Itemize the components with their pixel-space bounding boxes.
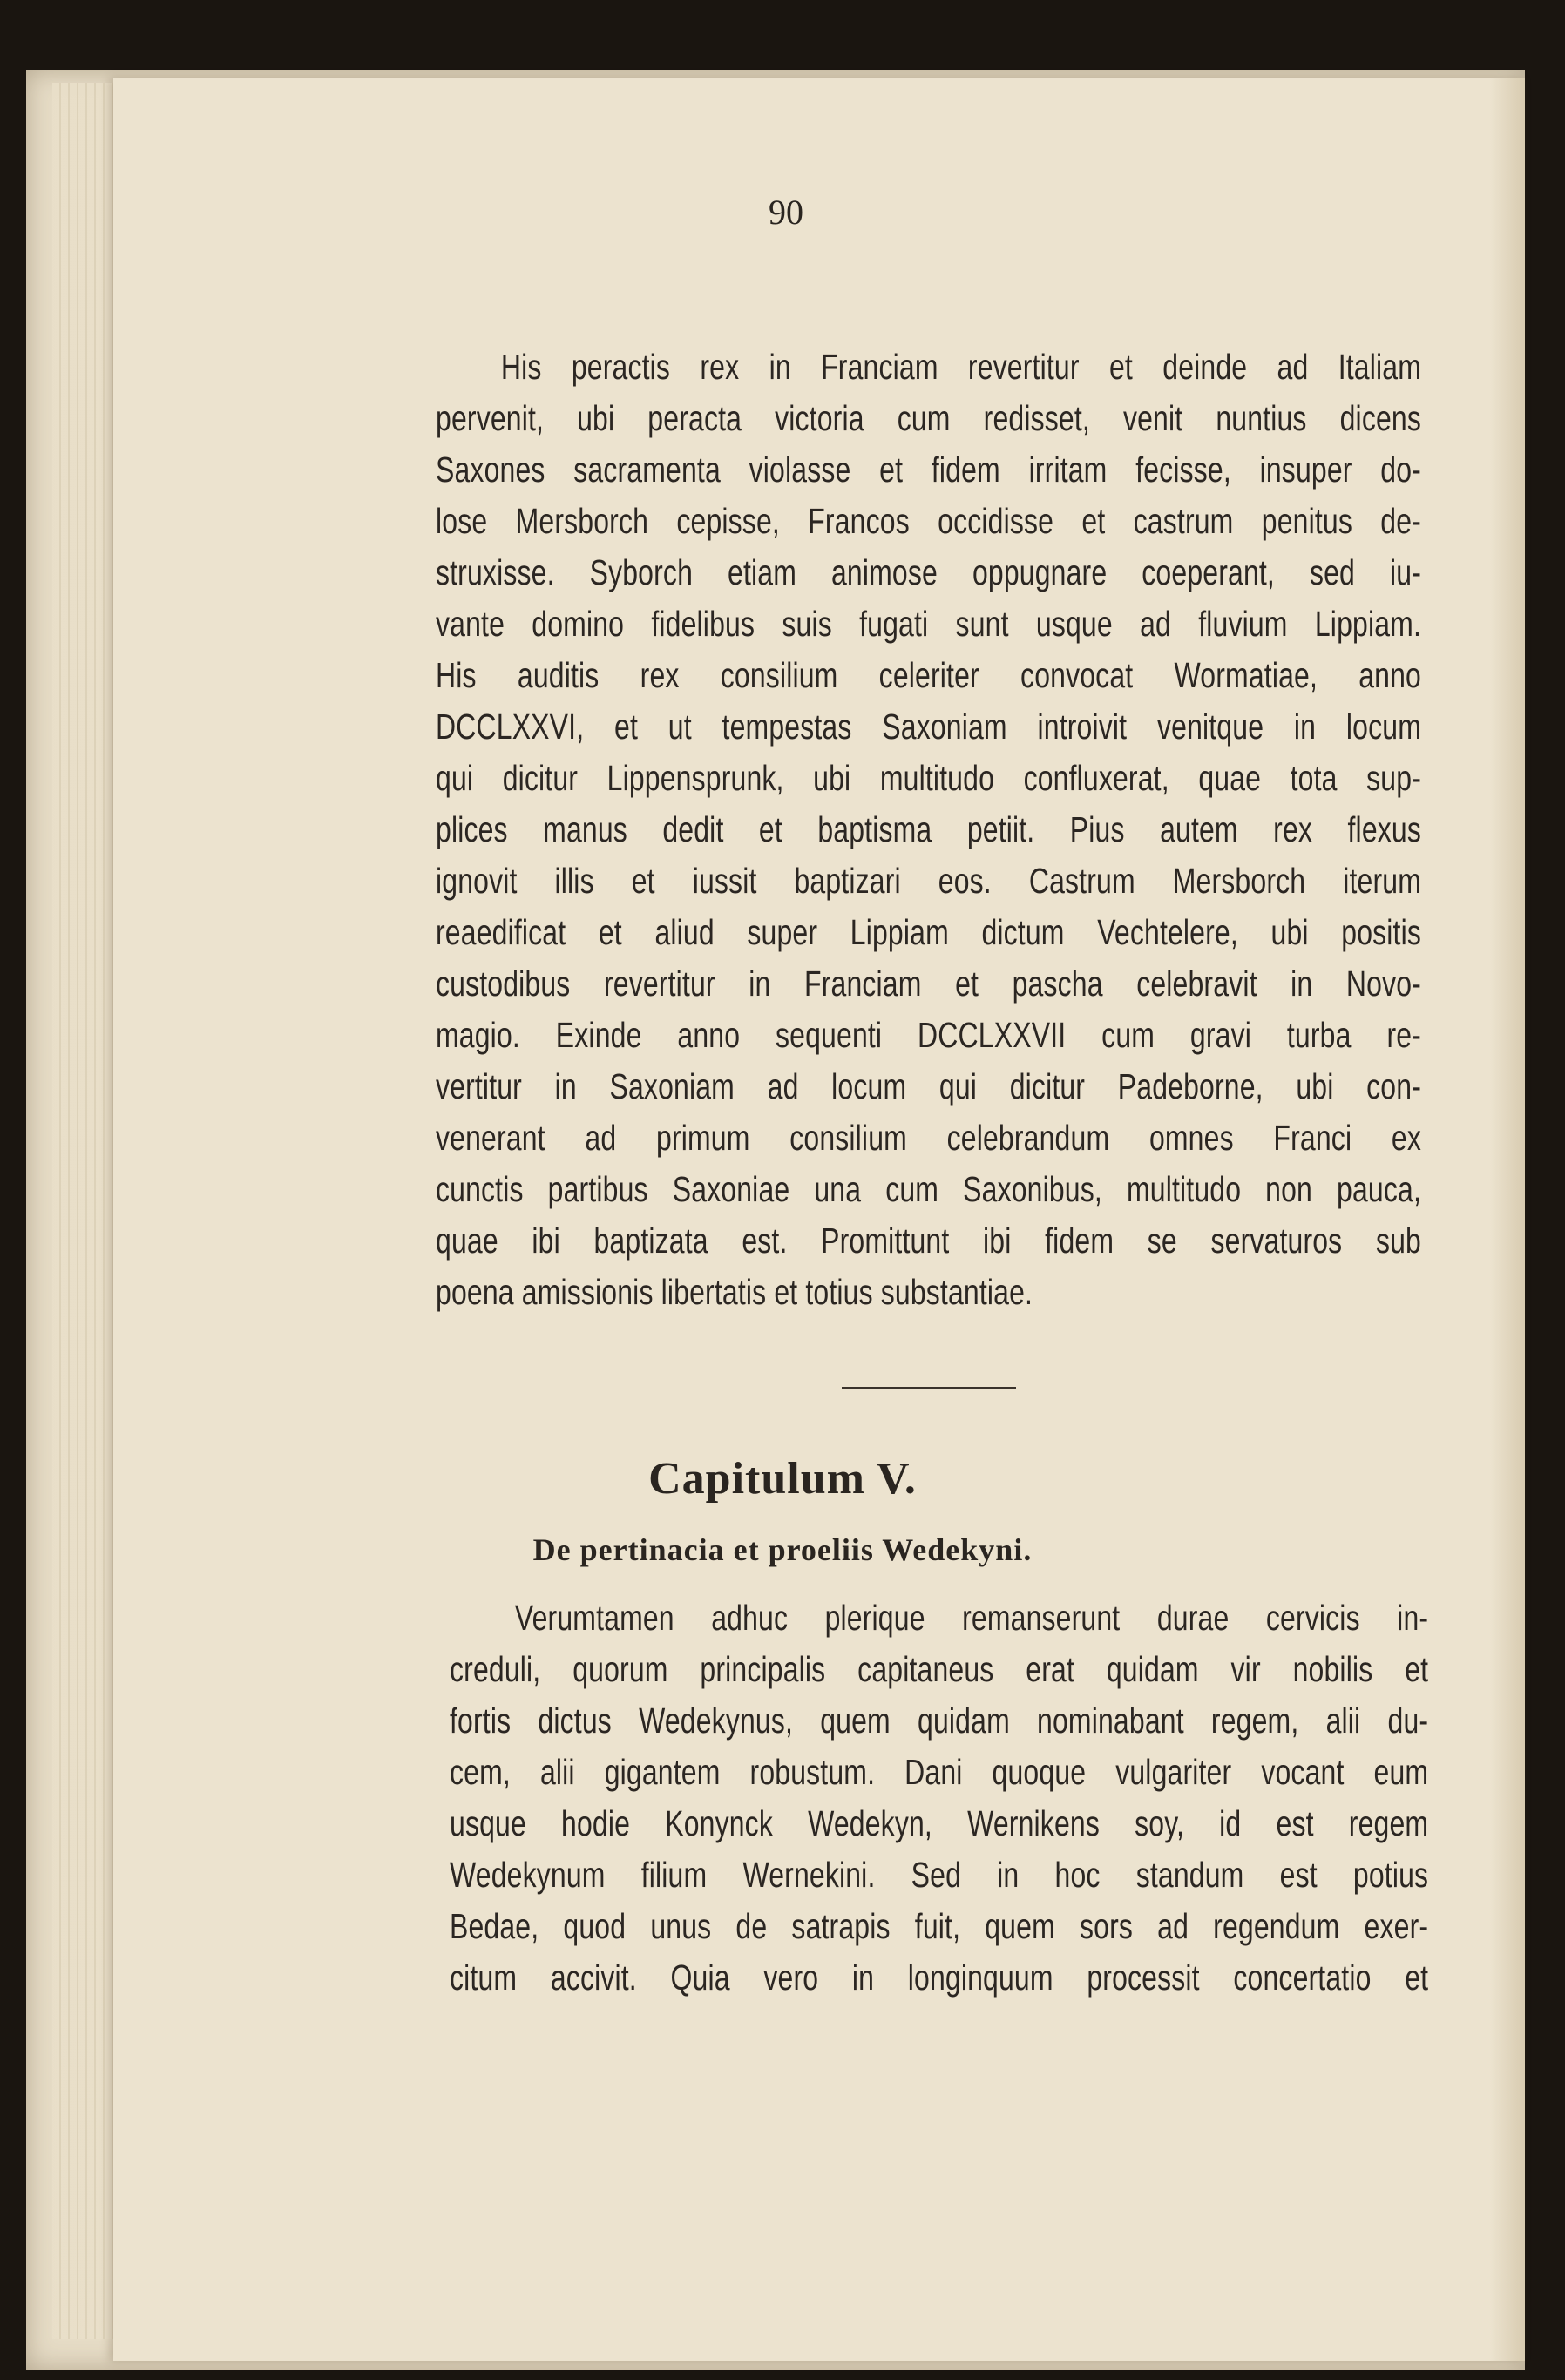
text-line: quae ibi baptizata est. Promittunt ibi fidem se servaturos sub xyxy=(436,1220,1421,1261)
text-line: DCCLXXVI, et ut tempestas Saxoniam introivit venitque in locum xyxy=(436,707,1421,747)
text-line: qui dicitur Lippensprunk, ubi multitudo confluxerat, quae tota sup- xyxy=(436,758,1421,798)
text-line: venerant ad primum consilium celebrandum omnes Franci ex xyxy=(436,1118,1421,1158)
text-line: lose Mersborch cepisse, Francos occidisse et castrum penitus de- xyxy=(436,501,1421,541)
text-line: poena amissionis libertatis et totius substantiae. xyxy=(436,1272,1033,1312)
text-line: Bedae, quod unus de satrapis fuit, quem sors ad regendum exer- xyxy=(450,1906,1429,1946)
text-line: pervenit, ubi peracta victoria cum redisset, venit nuntius dicens xyxy=(436,398,1421,438)
text-line: vante domino fidelibus suis fugati sunt usque ad fluvium Lippiam. xyxy=(436,604,1421,644)
text-line: fortis dictus Wedekynus, quem quidam nominabant regem, alii du- xyxy=(450,1700,1429,1741)
paragraph-2 xyxy=(450,1592,1428,2004)
text-line: ignovit illis et iussit baptizari eos. Castrum Mersborch iterum xyxy=(436,861,1421,901)
text-line: Verumtamen adhuc plerique remanserunt durae cervicis in- xyxy=(514,1598,1429,1638)
text-line: magio. Exinde anno sequenti DCCLXXVII cum gravi turba re- xyxy=(436,1015,1421,1055)
text-line: His auditis rex consilium celeriter convocat Wormatiae, anno xyxy=(436,655,1421,695)
text-line: struxisse. Syborch etiam animose oppugnare coeperant, sed iu- xyxy=(436,552,1421,592)
text-line: usque hodie Konynck Wedekyn, Wernikens soy, id est regem xyxy=(450,1803,1429,1843)
page-gutter-shadow xyxy=(1490,78,1525,2361)
section-divider xyxy=(842,1387,1016,1389)
text-line: plices manus dedit et baptisma petiit. Pius autem rex flexus xyxy=(436,809,1421,849)
page-number: 90 xyxy=(769,193,803,232)
text-line: Wedekynum filium Wernekini. Sed in hoc standum est potius xyxy=(450,1855,1429,1895)
chapter-subtitle: De pertinacia et proeliis Wedekyni. xyxy=(532,1532,1033,1567)
text-line: reaedificat et aliud super Lippiam dictum Vechtelere, ubi positis xyxy=(436,912,1421,952)
text-line: cunctis partibus Saxoniae una cum Saxonibus, multitudo non pauca, xyxy=(436,1169,1421,1209)
text-line: citum accivit. Quia vero in longinquum processit concertatio et xyxy=(450,1957,1429,1998)
text-line: Saxones sacramenta violasse et fidem irritam fecisse, insuper do- xyxy=(436,450,1421,490)
text-line: cem, alii gigantem robustum. Dani quoque vulgariter vocant eum xyxy=(450,1752,1429,1792)
paragraph-1 xyxy=(436,341,1421,1318)
text-line: creduli, quorum principalis capitaneus erat quidam vir nobilis et xyxy=(450,1649,1429,1689)
chapter-title: Capitulum V. xyxy=(648,1454,917,1504)
text-line: vertitur in Saxoniam ad locum qui dicitur Padeborne, ubi con- xyxy=(436,1066,1421,1106)
text-line: custodibus revertitur in Franciam et pascha celebravit in Novo- xyxy=(436,963,1421,1004)
text-line: His peractis rex in Franciam revertitur et deinde ad Italiam xyxy=(500,347,1421,387)
